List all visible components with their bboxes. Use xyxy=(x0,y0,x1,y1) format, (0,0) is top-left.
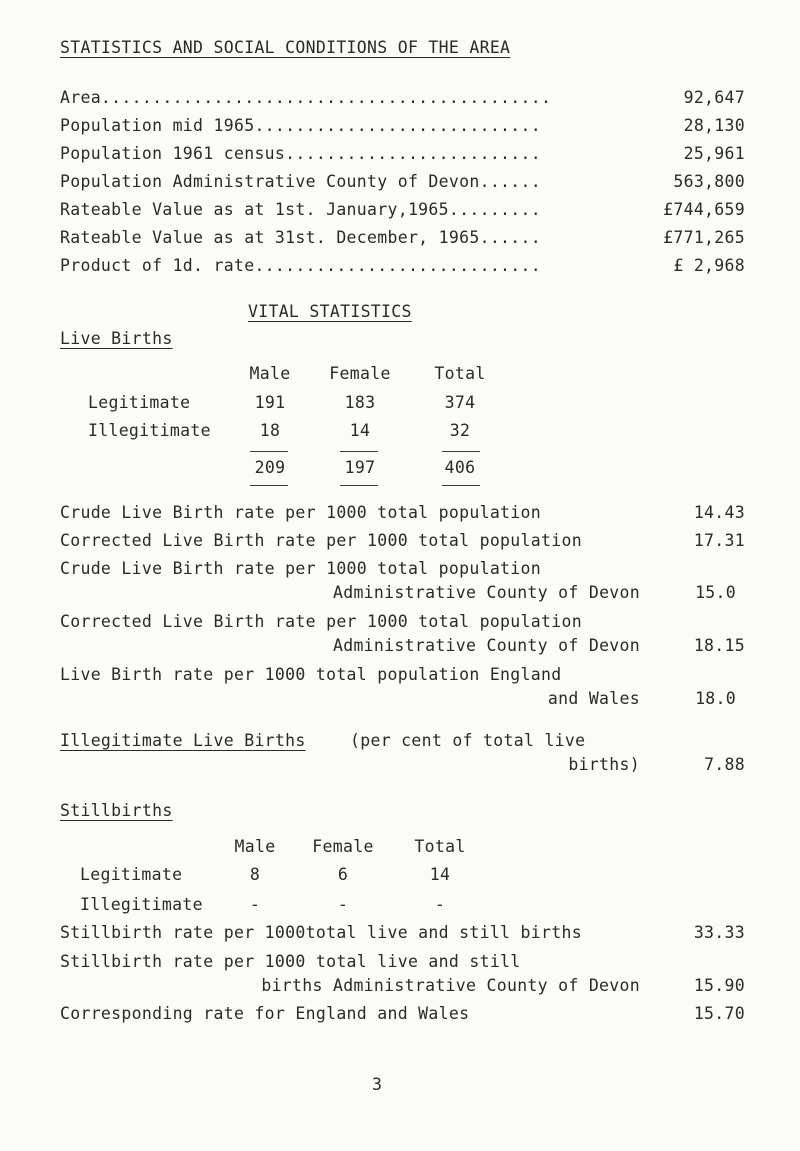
rate-crude-value: 14.43 xyxy=(693,503,745,522)
cell-illegitimate-male: 18 xyxy=(259,421,281,440)
stat-value-rateable-dec: £771,265 xyxy=(663,228,745,247)
sb-rate-devon-value: 15.90 xyxy=(693,976,745,995)
total-rule-male xyxy=(250,451,288,452)
stat-label-product-rate: Product of 1d. rate............................ xyxy=(60,256,541,275)
stat-label-rateable-jan: Rateable Value as at 1st. January,1965......... xyxy=(60,200,541,219)
sb-rate-devon-label-cont: births Administrative County of Devon xyxy=(261,976,640,995)
sb-cell-illegitimate-male: - xyxy=(249,895,261,914)
sb-rate-england-wales-value: 15.70 xyxy=(693,1004,745,1023)
stat-value-population-devon: 563,800 xyxy=(673,172,745,191)
sb-rate-england-wales-label: Corresponding rate for England and Wales xyxy=(60,1004,470,1023)
illegitimate-heading: Illegitimate Live Births xyxy=(60,731,306,750)
sb-cell-legitimate-female: 6 xyxy=(337,865,349,884)
stillbirths-heading: Stillbirths xyxy=(60,801,173,820)
stat-value-product-rate: £ 2,968 xyxy=(673,256,745,275)
double-rule-female xyxy=(340,485,378,486)
stat-value-population-mid: 28,130 xyxy=(683,116,745,135)
sb-column-header-female: Female xyxy=(312,837,374,856)
rate-corrected-devon-value: 18.15 xyxy=(693,636,745,655)
sb-cell-illegitimate-total: - xyxy=(434,895,446,914)
column-header-female: Female xyxy=(329,364,391,383)
stat-label-population-mid: Population mid 1965............................ xyxy=(60,116,541,135)
sb-rate-label: Stillbirth rate per 1000total live and still births xyxy=(60,923,582,942)
rate-crude-devon-label-cont: Administrative County of Devon xyxy=(332,583,640,602)
sb-rate-devon-label: Stillbirth rate per 1000 total live and still xyxy=(60,952,521,971)
stat-label-rateable-dec: Rateable Value as at 31st. December, 1965...... xyxy=(60,228,541,247)
sb-cell-legitimate-total: 14 xyxy=(429,865,451,884)
double-rule-total xyxy=(442,485,480,486)
cell-total-male: 209 xyxy=(254,458,286,477)
rate-corrected-devon-label-cont: Administrative County of Devon xyxy=(332,636,640,655)
rate-crude-label: Crude Live Birth rate per 1000 total population xyxy=(60,503,541,522)
stat-label-population-census: Population 1961 census......................... xyxy=(60,144,541,163)
rate-crude-devon-label: Crude Live Birth rate per 1000 total population xyxy=(60,559,541,578)
page-title: STATISTICS AND SOCIAL CONDITIONS OF THE AREA xyxy=(60,38,511,57)
row-label-illegitimate: Illegitimate xyxy=(88,421,211,440)
illegitimate-text-cont: births) xyxy=(568,755,640,774)
cell-total-total: 406 xyxy=(444,458,476,477)
rate-corrected-value: 17.31 xyxy=(693,531,745,550)
stat-label-area: Area............................................ xyxy=(60,88,552,107)
stat-value-area: 92,647 xyxy=(683,88,745,107)
stat-value-population-census: 25,961 xyxy=(683,144,745,163)
live-births-heading: Live Births xyxy=(60,329,173,348)
cell-legitimate-male: 191 xyxy=(254,393,286,412)
page-number: 3 xyxy=(372,1075,383,1094)
sb-cell-illegitimate-female: - xyxy=(337,895,349,914)
column-header-total: Total xyxy=(434,364,486,383)
sb-row-label-legitimate: Legitimate xyxy=(80,865,183,884)
vital-statistics-heading: VITAL STATISTICS xyxy=(248,302,412,321)
sb-row-label-illegitimate: Illegitimate xyxy=(80,895,203,914)
cell-total-female: 197 xyxy=(344,458,376,477)
rate-corrected-label: Corrected Live Birth rate per 1000 total population xyxy=(60,531,582,550)
cell-illegitimate-female: 14 xyxy=(349,421,371,440)
illegitimate-value: 7.88 xyxy=(704,755,745,774)
cell-legitimate-female: 183 xyxy=(344,393,376,412)
column-header-male: Male xyxy=(249,364,291,383)
rate-corrected-devon-label: Corrected Live Birth rate per 1000 total population xyxy=(60,612,582,631)
rate-england-wales-value: 18.0 xyxy=(695,689,736,708)
illegitimate-text: (per cent of total live xyxy=(350,731,586,750)
sb-cell-legitimate-male: 8 xyxy=(249,865,261,884)
cell-legitimate-total: 374 xyxy=(444,393,476,412)
sb-column-header-total: Total xyxy=(414,837,466,856)
sb-rate-value: 33.33 xyxy=(693,923,745,942)
rate-england-wales-label: Live Birth rate per 1000 total population England xyxy=(60,665,562,684)
rate-crude-devon-value: 15.0 xyxy=(695,583,736,602)
sb-column-header-male: Male xyxy=(234,837,276,856)
cell-illegitimate-total: 32 xyxy=(449,421,471,440)
rate-england-wales-label-cont: and Wales xyxy=(547,689,640,708)
total-rule-total xyxy=(442,451,480,452)
double-rule-male xyxy=(250,485,288,486)
stat-value-rateable-jan: £744,659 xyxy=(663,200,745,219)
total-rule-female xyxy=(340,451,378,452)
row-label-legitimate: Legitimate xyxy=(88,393,191,412)
stat-label-population-devon: Population Administrative County of Devon...... xyxy=(60,172,541,191)
